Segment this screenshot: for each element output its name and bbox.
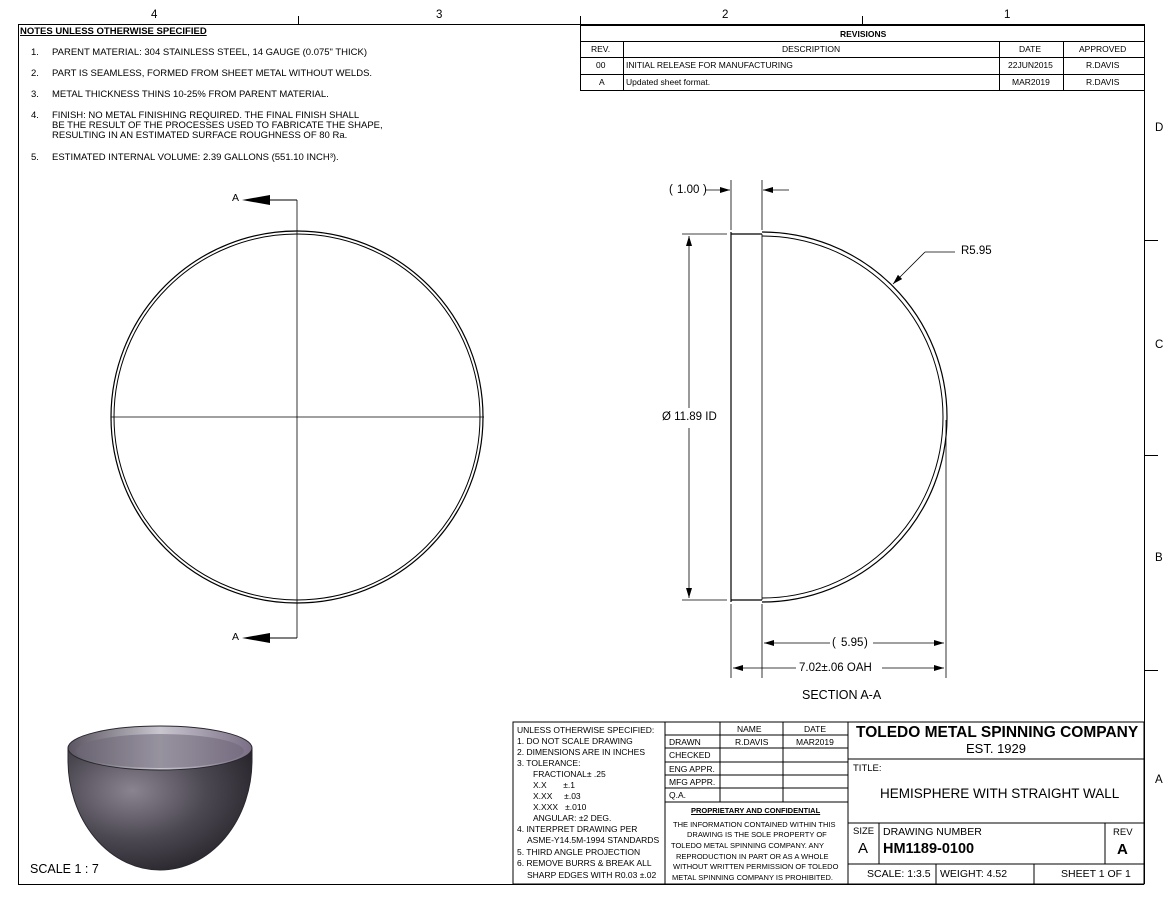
revision-cell-date: MAR2019 [1012, 77, 1050, 87]
zone-label-right: A [1155, 774, 1163, 786]
dim-wall-open: ( [669, 184, 673, 196]
tolerance-line: ASME-Y14.5M-1994 STANDARDS [527, 835, 660, 845]
size-label: SIZE [853, 826, 875, 837]
tolerance-line: 2. DIMENSIONS ARE IN INCHES [517, 747, 645, 757]
zone-label-top: 1 [1004, 9, 1011, 21]
zone-label-top: 3 [436, 9, 443, 21]
proprietary-line: DRAWING IS THE SOLE PROPERTY OF [687, 830, 827, 839]
drawing-number: HM1189-0100 [883, 841, 975, 857]
dim-depth-open: ( [832, 637, 836, 649]
drawing-number-label: DRAWING NUMBER [883, 826, 982, 838]
tolerance-line: 1. DO NOT SCALE DRAWING [517, 736, 633, 746]
approval-role: CHECKED [669, 750, 711, 760]
company-name: TOLEDO METAL SPINNING COMPANY [856, 724, 1139, 741]
approval-role: Q.A. [669, 790, 687, 800]
note-text: RESULTING IN AN ESTIMATED SURFACE ROUGHNESS OF 80 Ra. [52, 130, 348, 141]
proprietary-heading: PROPRIETARY AND CONFIDENTIAL [691, 806, 821, 815]
tolerance-line: X.X ±.1 [533, 780, 575, 790]
proprietary-line: METAL SPINNING COMPANY IS PROHIBITED. [672, 873, 833, 882]
zone-label-top: 4 [151, 9, 158, 21]
revisions-header-description: DESCRIPTION [782, 44, 841, 54]
approval-role: DRAWN [669, 737, 701, 747]
sheet-number: SHEET 1 OF 1 [1061, 868, 1131, 880]
note-number: 4. [31, 110, 39, 121]
notes-heading: NOTES UNLESS OTHERWISE SPECIFIED [20, 26, 207, 37]
approvals-header-date: DATE [804, 724, 827, 734]
revision-cell-approved: R.DAVIS [1086, 60, 1120, 70]
section-view [682, 180, 955, 678]
tolerance-line: 4. INTERPRET DRAWING PER [517, 824, 638, 834]
dim-depth-close: ) [864, 637, 868, 649]
tolerance-line: 5. THIRD ANGLE PROJECTION [517, 847, 641, 857]
sheet-size: A [858, 840, 869, 857]
note-text: ESTIMATED INTERNAL VOLUME: 2.39 GALLONS (551.10 INCH³). [52, 152, 339, 163]
isometric-scale-label: SCALE 1 : 7 [30, 862, 99, 876]
drawing-scale: SCALE: 1:3.5 [867, 868, 931, 880]
rev-label: REV [1113, 827, 1133, 838]
approval-role: MFG APPR. [669, 777, 716, 787]
revision-letter: A [1117, 841, 1128, 858]
proprietary-line: TOLEDO METAL SPINNING COMPANY. ANY [671, 841, 824, 850]
note-text: METAL THICKNESS THINS 10-25% FROM PARENT MATERIAL. [52, 89, 329, 100]
note-text: PART IS SEAMLESS, FORMED FROM SHEET METAL WITHOUT WELDS. [52, 68, 373, 79]
zone-label-right: C [1155, 339, 1164, 351]
section-arrow-top [242, 195, 270, 205]
tolerance-line: ANGULAR: ±2 DEG. [533, 813, 612, 823]
front-view [111, 192, 484, 643]
dim-radius: R5.95 [961, 245, 992, 257]
dim-depth: 5.95 [841, 637, 864, 649]
proprietary-line: WITHOUT WRITTEN PERMISSION OF TOLEDO [673, 862, 839, 871]
approval-role: ENG APPR. [669, 764, 715, 774]
title-label: TITLE: [853, 763, 882, 774]
revision-cell-description: Updated sheet format. [626, 77, 711, 87]
note-number: 5. [31, 152, 39, 163]
note-text: BE THE RESULT OF THE PROCESSES USED TO FABRICATE THE SHAPE, [52, 120, 383, 131]
note-number: 2. [31, 68, 39, 79]
isometric-view [68, 726, 252, 870]
tolerance-line: 6. REMOVE BURRS & BREAK ALL [517, 858, 652, 868]
approval-name: R.DAVIS [735, 737, 769, 747]
revisions-header-date: DATE [1019, 44, 1042, 54]
proprietary-line: THE INFORMATION CONTAINED WITHIN THIS [673, 820, 836, 829]
revision-cell-description: INITIAL RELEASE FOR MANUFACTURING [626, 60, 793, 70]
revision-cell-rev: A [599, 77, 605, 87]
dim-wall-thickness: 1.00 [677, 184, 700, 196]
tolerance-line: SHARP EDGES WITH R0.03 ±.02 [527, 870, 657, 880]
section-view-title: SECTION A-A [802, 688, 882, 702]
note-text: PARENT MATERIAL: 304 STAINLESS STEEL, 14 GAUGE (0.075" THICK) [52, 47, 368, 58]
tolerance-line: X.XXX ±.010 [533, 802, 587, 812]
dim-overall-height: 7.02±.06 OAH [799, 662, 872, 674]
tolerance-line: X.XX ±.03 [533, 791, 581, 801]
zone-label-top: 2 [722, 9, 729, 21]
revision-cell-rev: 00 [596, 60, 606, 70]
revision-cell-approved: R.DAVIS [1086, 77, 1120, 87]
drawing-weight: WEIGHT: 4.52 [940, 868, 1008, 880]
tolerance-line: 3. TOLERANCE: [517, 758, 581, 768]
approval-date: MAR2019 [796, 737, 834, 747]
revisions-title: REVISIONS [840, 29, 887, 39]
note-number: 1. [31, 47, 39, 58]
zone-label-right: D [1155, 122, 1164, 134]
drawing-title: HEMISPHERE WITH STRAIGHT WALL [880, 786, 1120, 801]
tolerance-line: FRACTIONAL± .25 [533, 769, 606, 779]
note-text: FINISH: NO METAL FINISHING REQUIRED. THE FINAL FINISH SHALL [52, 110, 360, 121]
dim-wall-close: ) [703, 184, 707, 196]
zone-label-right: B [1155, 552, 1163, 564]
note-number: 3. [31, 89, 39, 100]
section-arrow-bottom [242, 633, 270, 643]
company-established: EST. 1929 [966, 741, 1026, 756]
revisions-header-rev: REV. [591, 44, 611, 54]
section-marker-top: A [232, 192, 240, 204]
revisions-header-approved: APPROVED [1079, 44, 1127, 54]
dim-diameter: Ø 11.89 ID [662, 411, 717, 423]
tolerance-line: UNLESS OTHERWISE SPECIFIED: [517, 725, 655, 735]
section-marker-bottom: A [232, 631, 240, 643]
proprietary-line: REPRODUCTION IN PART OR AS A WHOLE [676, 852, 829, 861]
revision-cell-date: 22JUN2015 [1008, 60, 1053, 70]
approvals-header-name: NAME [737, 724, 762, 734]
